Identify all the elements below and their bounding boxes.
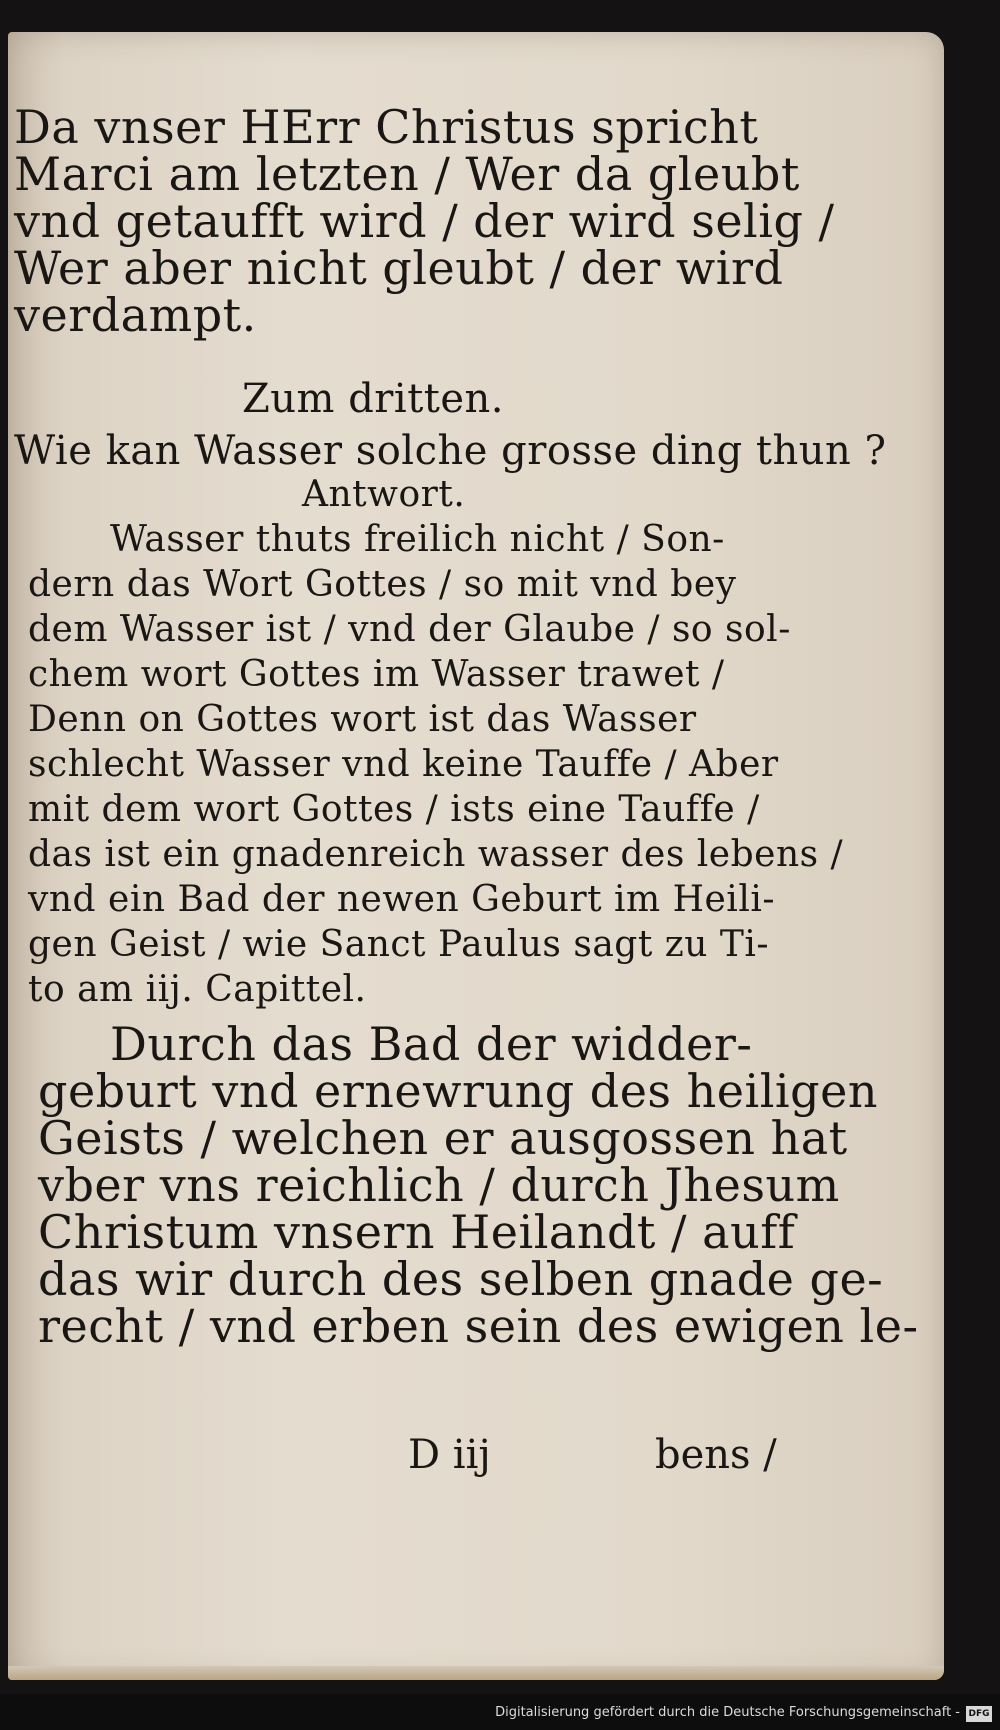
quote-line: das wir durch des selben gnade ge- [38, 1252, 884, 1306]
dfg-logo-icon: DFG [966, 1706, 992, 1722]
text-line: dem Wasser ist / vnd der Glaube / so sol- [28, 609, 791, 650]
text-line: vnd ein Bad der newen Geburt im Heili- [28, 879, 776, 920]
text-line: to am iij. Capittel. [28, 969, 367, 1010]
text-line: Denn on Gottes wort ist das Wasser [28, 699, 697, 740]
text-line: chem wort Gottes im Wasser trawet / [28, 654, 725, 695]
page-edge [8, 1666, 944, 1680]
signature-line [408, 1432, 808, 1482]
quote-line: Christum vnsern Heilandt / auff [38, 1205, 796, 1259]
text-line: Marci am letzten / Wer da gleubt [14, 147, 800, 201]
quote-line: recht / vnd erben sein des ewigen le- [38, 1299, 919, 1353]
signature-mark: D iij [408, 1432, 491, 1478]
catchword: bens / [655, 1432, 777, 1478]
answer-label: Antwort. [302, 474, 466, 515]
section-heading: Zum dritten. [242, 376, 505, 422]
quote-line: geburt vnd ernewrung des heiligen [38, 1064, 878, 1118]
book-page [8, 32, 944, 1680]
text-line: verdampt. [14, 288, 257, 342]
quote-line: Durch das Bad der widder- [110, 1017, 753, 1071]
text-line: gen Geist / wie Sanct Paulus sagt zu Ti- [28, 924, 770, 965]
text-line: Wer aber nicht gleubt / der wird [14, 241, 784, 295]
question-line: Wie kan Wasser solche grosse ding thun ? [14, 428, 887, 474]
text-line: Da vnser HErr Christus spricht [14, 100, 759, 154]
text-line: schlecht Wasser vnd keine Tauffe / Aber [28, 744, 779, 785]
quote-line: Geists / welchen er ausgossen hat [38, 1111, 848, 1165]
text-line: das ist ein gnadenreich wasser des lebens / [28, 834, 844, 875]
page-text [14, 100, 919, 1353]
footer-bar [0, 1694, 1000, 1730]
funding-credit: Digitalisierung gefördert durch die Deutsche Forschungsgemeinschaft - [495, 1705, 960, 1720]
text-line: dern das Wort Gottes / so mit vnd bey [28, 564, 737, 605]
text-line: vnd getaufft wird / der wird selig / [14, 194, 835, 248]
quote-line: vber vns reichlich / durch Jhesum [38, 1158, 840, 1212]
text-line: Wasser thuts freilich nicht / Son- [110, 519, 725, 560]
text-line: mit dem wort Gottes / ists eine Tauffe / [28, 789, 760, 830]
